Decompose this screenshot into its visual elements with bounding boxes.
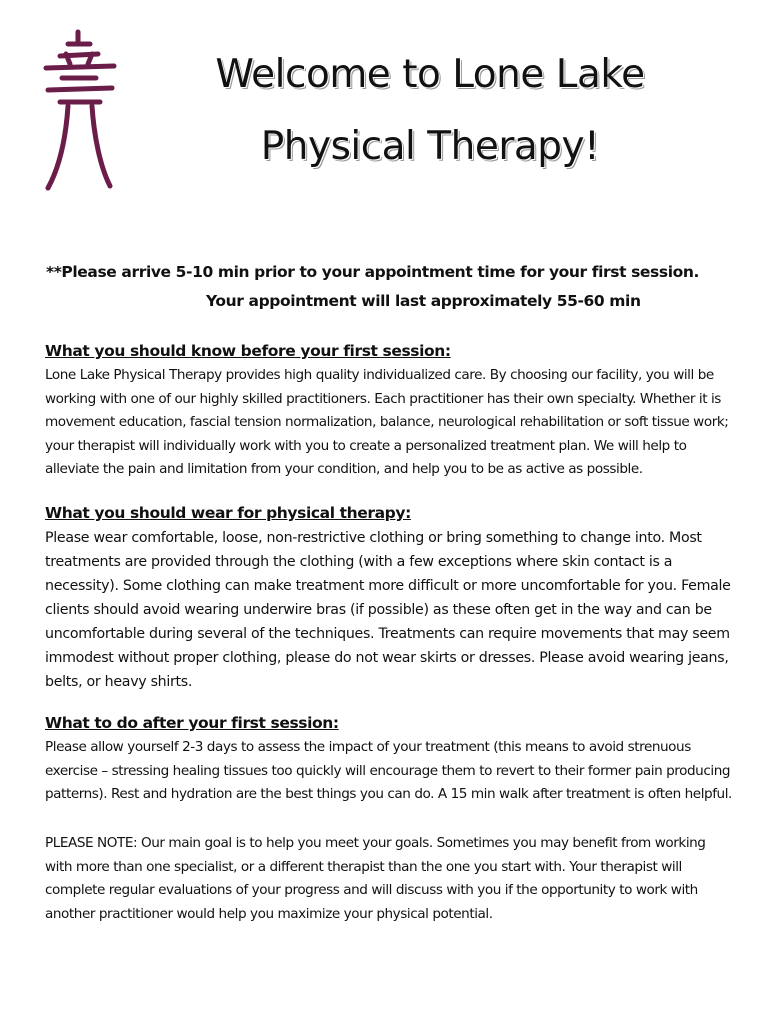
section-after-first-session bbox=[45, 714, 735, 807]
section-what-to-wear bbox=[45, 504, 735, 694]
lone-lake-logo-icon bbox=[38, 26, 122, 196]
section-body: Please wear comfortable, loose, non-restrictive clothing or bring something to change into. Most treatments are provided through the clothing (with a few exceptions where skin contact is a necessity). Some clothing can make treatment more difficult or more uncomfortable for you. Female clients should avoid wearing underwire bras (if possible) as these often get in the way and can be uncomfortable during several of the techniques. Treatments can require movements that may seem immodest without proper clothing, please do not wear skirts or dresses. Please avoid wearing jeans, belts, or heavy shirts. bbox=[45, 530, 731, 690]
please-note-text: PLEASE NOTE: Our main goal is to help you meet your goals. Sometimes you may benefit from working with more than one specialist, or a different therapist than the one you start with. Your therapist will complete regular evaluations of your progress and will discuss with you if the opportunity to work with another practitioner would help you maximize your physical potential. bbox=[45, 835, 706, 922]
please-note-section bbox=[45, 832, 735, 926]
page-title-line-1: Welcome to Lone Lake bbox=[215, 52, 645, 97]
duration-notice: Your appointment will last approximately 55-60 min bbox=[206, 292, 641, 310]
section-body: Lone Lake Physical Therapy provides high quality individualized care. By choosing our facility, you will be working with one of our highly skilled practitioners. Each practitioner has their own specialty. Whether it is movement education, fascial tension normalization, balance, neurological rehabilitation or soft tissue work; your therapist will individually work with you to create a personalized treatment plan. We will help to alleviate the pain and limitation from your condition, and help you to be as active as possible. bbox=[45, 367, 729, 477]
section-heading: What to do after your first session: bbox=[45, 714, 339, 732]
section-body: Please allow yourself 2-3 days to assess the impact of your treatment (this means to avoid strenuous exercise – stressing healing tissues too quickly will encourage them to revert to their former pain producing patterns). Rest and hydration are the best things you can do. A 15 min walk after treatment is often helpful. bbox=[45, 739, 732, 802]
arrival-notice: **Please arrive 5-10 min prior to your appointment time for your first session. bbox=[46, 263, 699, 281]
section-heading: What you should know before your first session: bbox=[45, 342, 451, 360]
section-before-first-session bbox=[45, 342, 735, 482]
section-heading: What you should wear for physical therapy: bbox=[45, 504, 411, 522]
page-title-line-2: Physical Therapy! bbox=[260, 124, 600, 169]
